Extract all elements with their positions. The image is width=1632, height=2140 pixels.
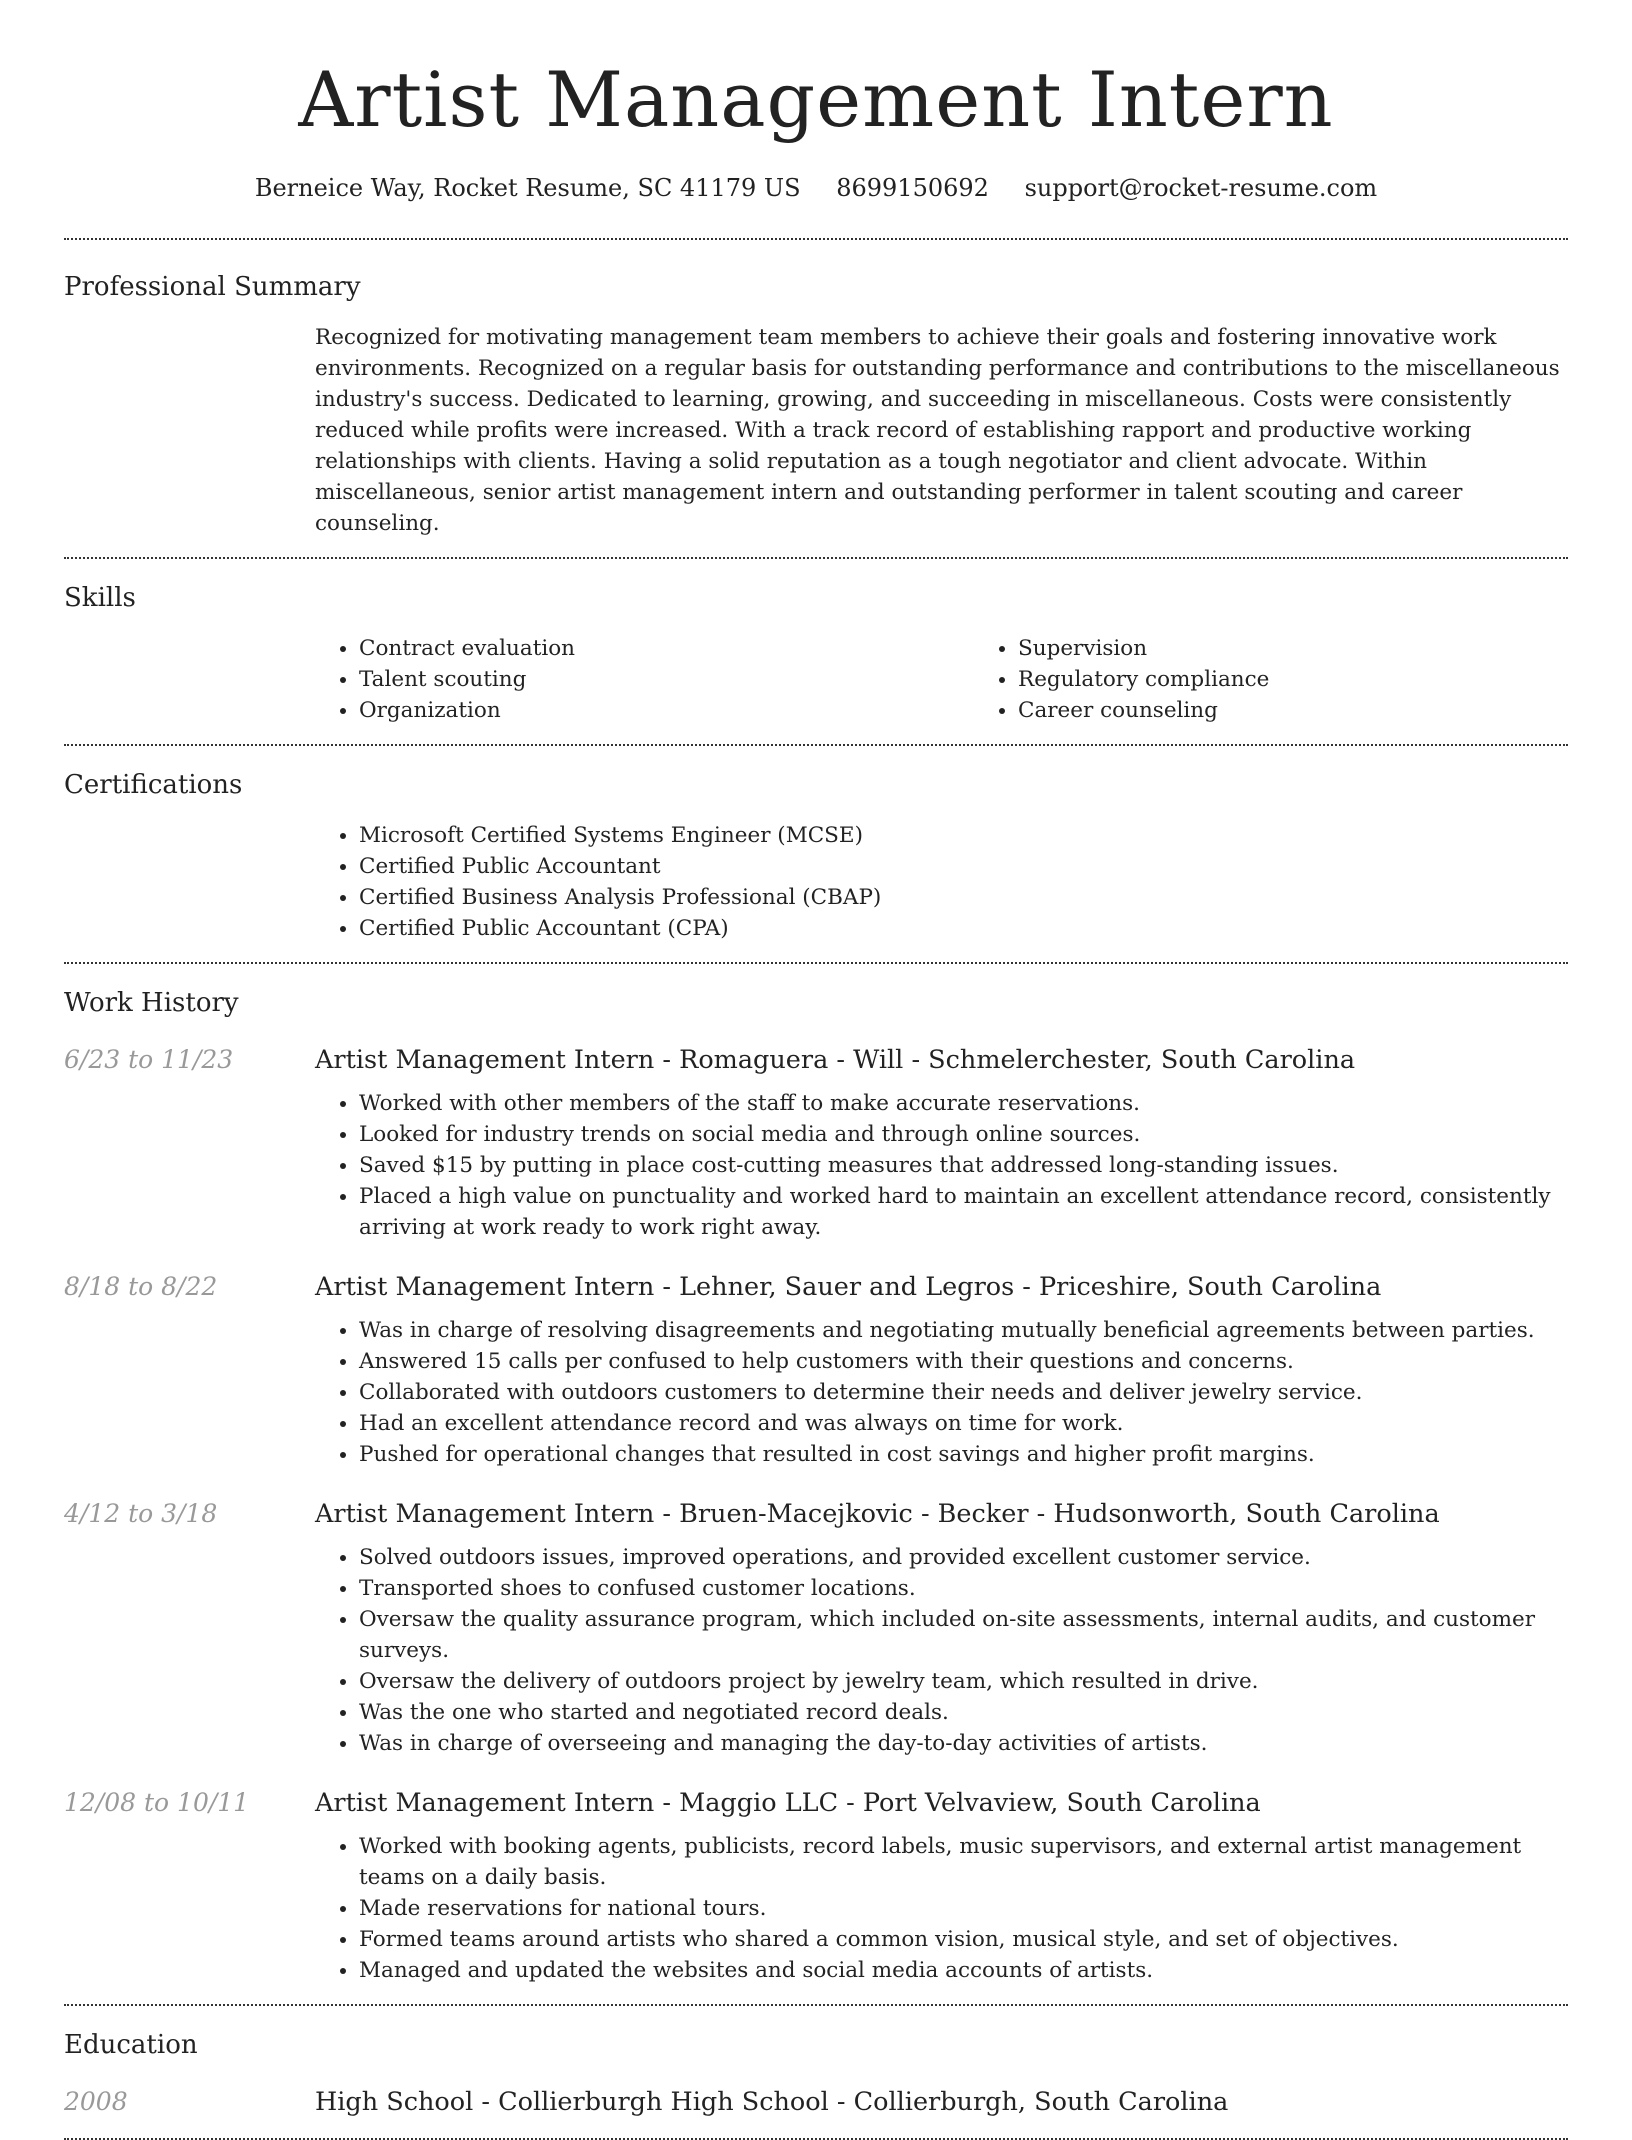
certifications-content bbox=[315, 820, 1568, 944]
contact-phone: 8699150692 bbox=[836, 174, 989, 202]
certification-item: • Certified Public Accountant (CPA) bbox=[359, 913, 1568, 944]
job-bullet: • Managed and updated the websites and social media accounts of artists. bbox=[359, 1955, 1568, 1986]
skills-section bbox=[64, 559, 1568, 744]
education-section bbox=[64, 2006, 1568, 2138]
job-bullet: • Looked for industry trends on social media and through online sources. bbox=[359, 1119, 1568, 1150]
job-date: 4/12 to 3/18 bbox=[64, 1499, 218, 1528]
job-body bbox=[315, 1042, 1568, 1243]
education-body bbox=[315, 2084, 1568, 2120]
job-entry bbox=[64, 1269, 1568, 1470]
contact-line bbox=[64, 172, 1568, 204]
job-bullet: • Formed teams around artists who shared a common vision, musical style, and set of objectives. bbox=[359, 1924, 1568, 1955]
job-title: Artist Management Intern - Maggio LLC - Port Velvaview, South Carolina bbox=[315, 1788, 1261, 1818]
job-bullet: • Solved outdoors issues, improved operations, and provided excellent customer service. bbox=[359, 1542, 1568, 1573]
job-bullet: • Was in charge of resolving disagreements and negotiating mutually beneficial agreements between parties. bbox=[359, 1315, 1568, 1346]
job-date: 6/23 to 11/23 bbox=[64, 1045, 234, 1074]
education-heading: Education bbox=[64, 2030, 198, 2060]
work-history-heading: Work History bbox=[64, 988, 239, 1018]
skill-item: • Organization bbox=[359, 695, 974, 726]
certification-item: • Certified Public Accountant bbox=[359, 851, 1568, 882]
job-bullet: • Answered 15 calls per confused to help customers with their questions and concerns. bbox=[359, 1346, 1568, 1377]
skills-content bbox=[315, 633, 1568, 726]
certifications-heading: Certifications bbox=[64, 770, 243, 800]
job-title: Artist Management Intern - Lehner, Sauer and Legros - Priceshire, South Carolina bbox=[315, 1272, 1382, 1302]
education-title: High School - Collierburgh High School - Collierburgh, South Carolina bbox=[315, 2087, 1229, 2117]
job-title: Artist Management Intern - Bruen-Macejkovic - Becker - Hudsonworth, South Carolina bbox=[315, 1499, 1440, 1529]
job-bullet: • Collaborated with outdoors customers to determine their needs and deliver jewelry service. bbox=[359, 1377, 1568, 1408]
job-bullet: • Was in charge of overseeing and managing the day-to-day activities of artists. bbox=[359, 1728, 1568, 1759]
job-body bbox=[315, 1496, 1568, 1759]
certifications-list bbox=[315, 820, 1568, 944]
education-entry bbox=[64, 2084, 1568, 2120]
skills-list-left bbox=[315, 633, 974, 726]
job-bullet: • Pushed for operational changes that resulted in cost savings and higher profit margins. bbox=[359, 1439, 1568, 1470]
summary-text: Recognized for motivating management team members to achieve their goals and fostering innovative work environments. Recognized on a regular basis for outstanding performance and contributions to the miscellaneous industry's success. Dedicated to learning, growing, and succeeding in miscellaneous. Costs were consistently reduced while profits were increased. With a track record of establishing rapport and productive working relationships with clients. Having a solid reputation as a tough negotiator and client advocate. Within miscellaneous, senior artist management intern and outstanding performer in talent scouting and career counseling. bbox=[315, 325, 1560, 536]
skill-item: • Regulatory compliance bbox=[1018, 664, 1632, 695]
job-bullets bbox=[315, 1088, 1568, 1243]
job-title: Artist Management Intern - Romaguera - Will - Schmelerchester, South Carolina bbox=[315, 1045, 1356, 1075]
job-date: 12/08 to 10/11 bbox=[64, 1788, 250, 1817]
job-entry bbox=[64, 1785, 1568, 1986]
job-bullet: • Worked with booking agents, publicists, record labels, music supervisors, and external artist management teams on a daily basis. bbox=[359, 1831, 1568, 1893]
job-bullet: • Oversaw the delivery of outdoors project by jewelry team, which resulted in drive. bbox=[359, 1666, 1568, 1697]
job-bullet: • Made reservations for national tours. bbox=[359, 1893, 1568, 1924]
job-entry bbox=[64, 1496, 1568, 1759]
summary-heading: Professional Summary bbox=[64, 272, 361, 302]
job-bullet: • Placed a high value on punctuality and worked hard to maintain an excellent attendance record, consistently arriving at work ready to work right away. bbox=[359, 1181, 1568, 1243]
job-date: 8/18 to 8/22 bbox=[64, 1272, 218, 1301]
skill-item: • Contract evaluation bbox=[359, 633, 974, 664]
contact-address: Berneice Way, Rocket Resume, SC 41179 US bbox=[254, 174, 801, 202]
skill-item: • Talent scouting bbox=[359, 664, 974, 695]
job-bullets bbox=[315, 1831, 1568, 1986]
job-bullets bbox=[315, 1315, 1568, 1470]
resume-header bbox=[64, 0, 1568, 204]
job-bullet: • Had an excellent attendance record and was always on time for work. bbox=[359, 1408, 1568, 1439]
summary-content bbox=[315, 322, 1568, 539]
summary-section bbox=[64, 240, 1568, 557]
certification-item: • Certified Business Analysis Professional (CBAP) bbox=[359, 882, 1568, 913]
certification-item: • Microsoft Certified Systems Engineer (MCSE) bbox=[359, 820, 1568, 851]
job-body bbox=[315, 1269, 1568, 1470]
skills-heading: Skills bbox=[64, 583, 136, 613]
skill-item: • Supervision bbox=[1018, 633, 1632, 664]
job-bullets bbox=[315, 1542, 1568, 1759]
job-bullet: • Oversaw the quality assurance program, which included on-site assessments, internal audits, and customer surveys. bbox=[359, 1604, 1568, 1666]
work-history-section bbox=[64, 964, 1568, 2004]
job-bullet: • Worked with other members of the staff to make accurate reservations. bbox=[359, 1088, 1568, 1119]
skill-item: • Career counseling bbox=[1018, 695, 1632, 726]
job-bullet: • Was the one who started and negotiated record deals. bbox=[359, 1697, 1568, 1728]
job-bullet: • Transported shoes to confused customer locations. bbox=[359, 1573, 1568, 1604]
skills-list-right bbox=[974, 633, 1632, 726]
job-body bbox=[315, 1785, 1568, 1986]
job-entry bbox=[64, 1042, 1568, 1243]
job-bullet: • Saved $15 by putting in place cost-cutting measures that addressed long-standing issues. bbox=[359, 1150, 1568, 1181]
candidate-name: Artist Management Intern bbox=[298, 55, 1334, 144]
certifications-section bbox=[64, 746, 1568, 962]
contact-email: support@rocket-resume.com bbox=[1024, 174, 1378, 202]
education-date: 2008 bbox=[64, 2087, 128, 2116]
